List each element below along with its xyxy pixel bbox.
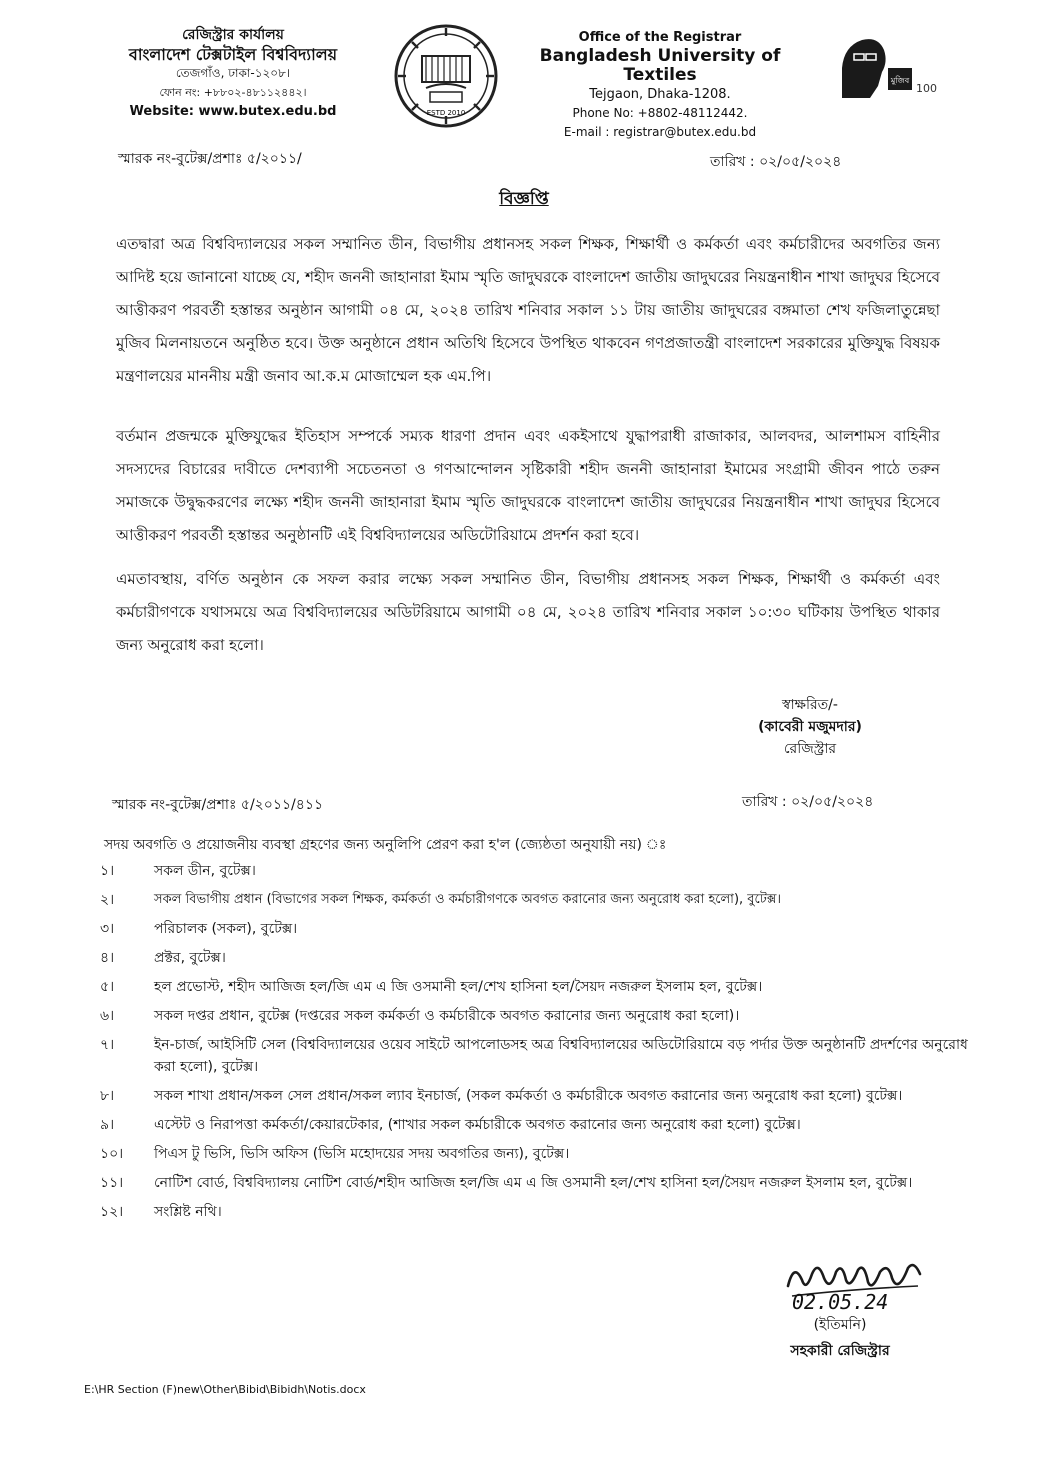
handwritten-date: 02.05.24 <box>792 1290 889 1314</box>
memo2-ref: স্মারক নং-বুটেক্স/প্রশাঃ ৫/২০১১/৪১১ <box>112 797 324 813</box>
assistant-registrar-designation: সহকারী রেজিস্ট্রার <box>790 1343 890 1359</box>
registrar-name: (কাবেরী মজুমদার) <box>758 719 862 735</box>
phone-en: Phone No: +8802-48112442. <box>572 106 748 120</box>
cc-item: ৪। প্রক্টর, বুটেক্স। <box>100 950 226 966</box>
signature-block-2 <box>760 1314 920 1362</box>
cc-item: ১। সকল ডীন, বুটেক্স। <box>100 863 256 879</box>
phone-bn: ফোন নং: +৮৮০২-৪৮১১২৪৪২। <box>159 86 307 99</box>
memo1-ref: স্মারক নং-বুটেক্স/প্রশাঃ ৫/২০১১/ <box>118 151 302 167</box>
paragraph-1: এতদ্বারা অত্র বিশ্ববিদ্যালয়ের সকল সম্মানিত ডীন, বিভাগীয় প্রধানসহ সকল শিক্ষক, শিক্ষার্থী ও কর্মকর্তা এবং কর্মচারীদের অবগতির জন্য আদিষ্ট হয়ে জানানো যাচ্ছে যে, শহীদ জননী জাহানারা ইমাম স্মৃতি জাদুঘরকে বাংলাদেশ জাতীয় জাদুঘরের নিয়ন্ত্রনাধীন শাখা জাদুঘর হিসেবে আত্তীকরণ পরবর্তী হস্তান্তর অনুষ্ঠান আগামী ০৪ মে, ২০২৪ তারিখ শনিবার সকাল ১১ টায় জাতীয় জাদুঘরের বঙ্গমাতা শেখ ফজিলাতুন্নেছা মুজিব মিলনায়তনে অনুষ্ঠিত হবে। উক্ত অনুষ্ঠানে প্রধান অতিথি হিসেবে উপস্থিত থাকবেন গণপ্রজাতন্ত্রী বাংলাদেশ সরকারের মুক্তিযুদ্ধ বিষয়ক মন্ত্রণালয়ের মাননীয় মন্ত্রী জনাব আ.ক.ম মোজাম্মেল হক এম.পি। <box>116 235 940 385</box>
address-bn: তেজগাঁও, ঢাকা-১২০৮। <box>175 66 291 80</box>
university-name-bn: বাংলাদেশ টেক্সটাইল বিশ্ববিদ্যালয় <box>128 45 338 64</box>
cc-item: ১১। নোটিশ বোর্ড, বিশ্ববিদ্যালয় নোটিশ বোর্ড/শহীদ আজিজ হল/জি এম এ জি ওসমানী হল/শেখ হাসিনা হল/সৈয়দ নজরুল ইসলাম হল, বুটেক্স। <box>100 1175 913 1191</box>
university-name-en: Bangladesh University of Textiles <box>539 46 781 85</box>
address-en: Tejgaon, Dhaka-1208. <box>589 87 731 102</box>
paragraph-2: বর্তমান প্রজন্মকে মুক্তিযুদ্ধের ইতিহাস সম্পর্কে সম্যক ধারণা প্রদান এবং একইসাথে যুদ্ধাপরাধী রাজাকার, আলবদর, আলশামস বাহিনীর সদস্যদের বিচারের দাবীতে দেশব্যাপী সচেতনতা ও গণআন্দোলন সৃষ্টিকারী শহীদ জননী জাহানারা ইমামের সংগ্রামী জীবন পাঠে তরুন সমাজকে উদ্বুদ্ধকরণের লক্ষ্যে শহীদ জননী জাহানারা ইমাম স্মৃতি জাদুঘরকে বাংলাদেশ জাতীয় জাদুঘরের নিয়ন্ত্রনাধীন শাখা জাদুঘর হিসেবে আত্তীকরণ পরবর্তী হস্তান্তর অনুষ্ঠানটি এই বিশ্ববিদ্যালয়ের অডিটোরিয়ামে প্রদর্শন করা হবে। <box>116 427 940 544</box>
mujib-logo-text: মুজিব <box>890 76 910 85</box>
office-name-bn: রেজিস্ট্রার কার্যালয় <box>182 27 284 43</box>
office-name-en: Office of the Registrar <box>578 30 742 45</box>
file-path: E:\HR Section (F)new\Other\Bibid\Bibidh\Notis.docx <box>84 1383 366 1396</box>
cc-item: ৯। এস্টেট ও নিরাপত্তা কর্মকর্তা/কেয়ারটেকার, (শাখার সকল কর্মচারীকে অবগত করানোর জন্য অনুরোধ করা হলো) বুটেক্স। <box>100 1117 801 1133</box>
header-right <box>510 28 810 142</box>
cc-item: ৬। সকল দপ্তর প্রধান, বুটেক্স (দপ্তরের সকল কর্মকর্তা ও কর্মচারীকে অবগত করানোর জন্য অনুরোধ করা হলো)। <box>100 1008 740 1024</box>
cc-list <box>100 860 980 1230</box>
cc-item: ৭। ইন-চার্জ, আইসিটি সেল (বিশ্ববিদ্যালয়ের ওয়েব সাইটে আপলোডসহ অত্র বিশ্ববিদ্যালয়ের অডিটোরিয়ামে বড় পর্দার উক্ত অনুষ্ঠানটি প্রদর্শণের অনুরোধ করা হলো), বুটেক্স। <box>100 1037 968 1075</box>
mujib-logo-number: 100 <box>916 82 937 95</box>
mujib-100-logo <box>832 28 938 100</box>
cc-item: ৫। হল প্রভোস্ট, শহীদ আজিজ হল/জি এম এ জি ওসমানী হল/শেখ হাসিনা হল/সৈয়দ নজরুল ইসলাম হল, বুটেক্স। <box>100 979 763 995</box>
cc-intro: সদয় অবগতি ও প্রয়োজনীয় ব্যবস্থা গ্রহণের জন্য অনুলিপি প্রেরণ করা হ'ল (জ্যেষ্ঠতা অনুযায়ী নয়) ঃ <box>104 837 667 853</box>
email-en: E-mail : registrar@butex.edu.bd <box>563 125 757 139</box>
cc-item: ৩। পরিচালক (সকল), বুটেক্স। <box>100 921 298 937</box>
notice-title: বিজ্ঞপ্তি <box>499 189 549 209</box>
cc-item: ১২। সংশ্লিষ্ট নথি। <box>100 1204 222 1220</box>
signature-block-1 <box>720 694 900 760</box>
website: Website: www.butex.edu.bd <box>129 104 337 119</box>
emblem-text: ESTD 2010 <box>426 109 466 117</box>
cc-item: ৮। সকল শাখা প্রধান/সকল সেল প্রধান/সকল ল্যাব ইনচার্জ, (সকল কর্মকর্তা ও কর্মচারীকে অবগত করানোর জন্য অনুরোধ করা হলো) বুটেক্স। <box>100 1088 903 1104</box>
registrar-designation: রেজিস্ট্রার <box>783 741 837 757</box>
memo1-date: তারিখ : ০২/০৫/২০২৪ <box>710 154 842 170</box>
assistant-registrar-name: (ইতিমনি) <box>813 1317 867 1333</box>
header-left <box>108 26 358 121</box>
paragraph-3: এমতাবস্থায়, বর্ণিত অনুষ্ঠান কে সফল করার লক্ষ্যে সকল সম্মানিত ডীন, বিভাগীয় প্রধানসহ সকল শিক্ষক, শিক্ষার্থী ও কর্মকর্তা এবং কর্মচারীগণকে যথাসময়ে অত্র বিশ্ববিদ্যালয়ের অডিটরিয়ামে আগামী ০৪ মে, ২০২৪ তারিখ শনিবার সকাল ১০:৩০ ঘটিকায় উপস্থিত থাকার জন্য অনুরোধ করা হলো। <box>116 570 940 654</box>
signed-mark: স্বাক্ষরিত/- <box>782 697 838 713</box>
university-emblem <box>392 22 500 130</box>
memo2-date: তারিখ : ০২/০৫/২০২৪ <box>742 794 874 810</box>
cc-item: ২। সকল বিভাগীয় প্রধান (বিভাগের সকল শিক্ষক, কর্মকর্তা ও কর্মচারীগণকে অবগত করানোর জন্য অনুরোধ করা হলো), বুটেক্স। <box>100 892 782 908</box>
cc-item: ১০। পিএস টু ভিসি, ভিসি অফিস (ভিসি মহোদয়ের সদয় অবগতির জন্য), বুটেক্স। <box>100 1146 570 1162</box>
